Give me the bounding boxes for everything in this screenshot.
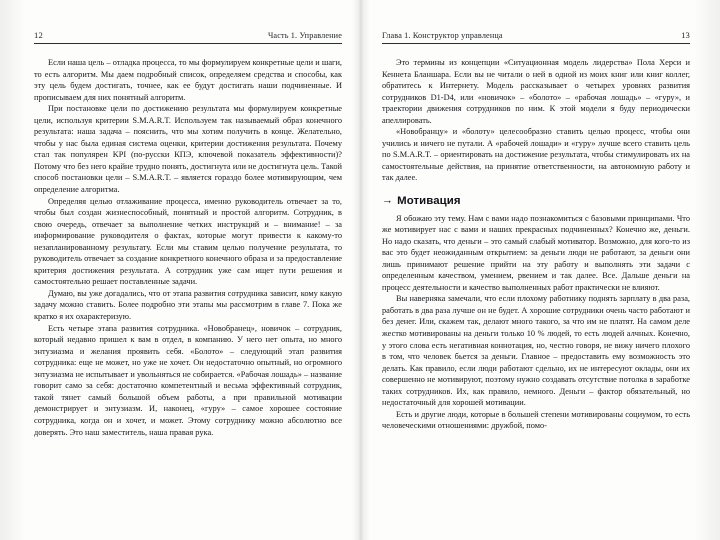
paragraph: Есть четыре этапа развития сотрудника. «Новобранец», новичок – сотрудник, который недавно пришел к вам в отдел, в компанию. У него нет опыта, но много энтузиазма и желания проявить себя. «Болото» – следующий этап развития сотрудника: еще не может, но уже не хочет. Он недостаточно опытный, но огромного энтузиазма не испытывает и увольняться не собирается. «Рабочая лошадь» – название говорит само за себя: достаточно компетентный и весьма эффективный сотрудник, такой тянет самый большой объем работы, а при правильной мотивации демонстрирует и энтузиазм. И, наконец, «гуру» – самое хорошее состояние сотрудника, когда он и хочет, и может. Этому сотруднику можно абсолютно все доверять. Это наш заместитель, наша правая рука. (34, 323, 342, 437)
paragraph: «Новобранцу» и «болоту» целесообразно ставить целью процесс, чтобы они учились и ничего не путали. А «рабочей лошади» и «гуру» лучше всего ставить цель по S.M.A.R.T. – ориентировать на достижение результата, чтобы стимулировать их на самостоятельные действия, на принятие ответственности, на автономную работу и так далее. (382, 127, 690, 183)
right-page-number: 13 (681, 30, 690, 40)
paragraph: Думаю, вы уже догадались, что от этапа развития сотрудника зависит, кому какую задачу можно ставить. Более подробно эти этапы мы рассмотрим в главе 7. Пока же кратко я их охарактеризую. (34, 288, 342, 322)
paragraph: Есть и другие люди, которые в большей степени мотивированы социумом, то есть человеческими отношениями: дружбой, помо- (382, 409, 690, 431)
left-page-body (34, 57, 342, 438)
paragraph: Это термины из концепции «Ситуационная модель лидерства» Пола Херси и Кеннета Бланшара. Если вы не читали о ней в одной из моих книг или книг коллег, обратитесь к Интернету. Модель рассказывает о четырех уровнях развития сотрудников D1-D4, или «новичок» – «болото» – «рабочая лошадь» – «гуру», и траектории движения сотрудников по ним. К этой модели я буду периодически апеллировать. (382, 58, 690, 125)
right-page (360, 0, 720, 540)
paragraph: При постановке цели по достижению результата мы формулируем конкретные цели, используя критерии S.M.A.R.T. Используем так называемый образ конечного результата: наша задача – пояснить, что мы хотим получить в конце. Желательно, чтобы у нас была единая система оценки, критерии достижения результата. Почему стал так популярен KPI (по-русски КПЭ, ключевой показатель эффективности)? Потому что без него крайне трудно понять, достигнута или не достигнута цель. Такой способ постановки цели – S.M.A.R.T. – является гораздо более мотивирующим, чем определение алгоритма. (34, 104, 342, 195)
paragraph: Вы наверняка замечали, что если плохому работнику поднять зарплату в два раза, работать в два раза лучше он не будет. А хорошие сотрудники очень часто работают и без денег. Или, скажем так, делают много такого, за что им не платят. На самом деле жестко мотивированы на деньги только 10 % людей, то есть людей алчных. Конечно, у этого слова есть негативная коннотация, но, честно говоря, не вижу ничего плохого в том, что человек бьется за деньги. Главное – предоставить ему возможность это делать. Как правило, если люди работают сдельно, их не интересуют оклады, они их совершенно не мотивируют, поэтому нужно создавать отсутствие потолка в заработке таких сотрудников. Их, как правило, немного. Деньги – фактор обязательный, но недостаточный для хорошей мотивации. (382, 294, 690, 408)
right-running-head-title: Глава 1. Конструктор управленца (382, 31, 503, 40)
left-running-head (34, 30, 342, 44)
section-heading-motivation (382, 196, 690, 208)
right-page-body (382, 57, 690, 432)
left-running-head-title: Часть 1. Управление (267, 31, 342, 40)
arrow-right-icon: → (382, 194, 394, 207)
paragraph: Определяя целью отлаживание процесса, именно руководитель отвечает за то, чтобы был создан жизнеспособный, понятный и простой алгоритм. Сотрудник, в свою очередь, отвечает за выполнение четких инструкций и – внимание! – за информирование руководителя о фактах, которые могут привести к какому-то незапланированному результату. Если мы ставим целью получение результата, то руководитель отвечает за создание конкретного конечного образа и за предоставление критерия достижения результата. А сотрудник уже сам ищет пути решения и самостоятельно решает поставленные задачи. (34, 196, 342, 287)
section-heading-label: Мотивация (397, 195, 461, 208)
paragraph: Если наша цель – отладка процесса, то мы формулируем конкретные цели и шаги, то есть алгоритм. Мы даем подробный список, определяем средства и способы, как эту цель будем достигать, точнее, как ее будут достигать наши подчиненные. И прописываем для них понятный алгоритм. (34, 58, 342, 102)
paragraph: Я обожаю эту тему. Нам с вами надо познакомиться с базовыми принципами. Что же мотивирует нас с вами и наших прекрасных подчиненных? Конечно же, деньги. Но надо сказать, что деньги – это самый слабый мотиватор. Возможно, для кого-то из вас это будет неожиданным открытием: за деньги люди не работают, за деньги они лишь принимают решение прийти на эту работу и выполнять эти задачи с определенным качеством, умением, рвением и так далее. Все. Дальше деньги на процесс деятельности и качество выполненных работ практически не влияют. (382, 213, 690, 292)
right-running-head (382, 30, 690, 44)
left-page-number: 12 (34, 30, 43, 40)
